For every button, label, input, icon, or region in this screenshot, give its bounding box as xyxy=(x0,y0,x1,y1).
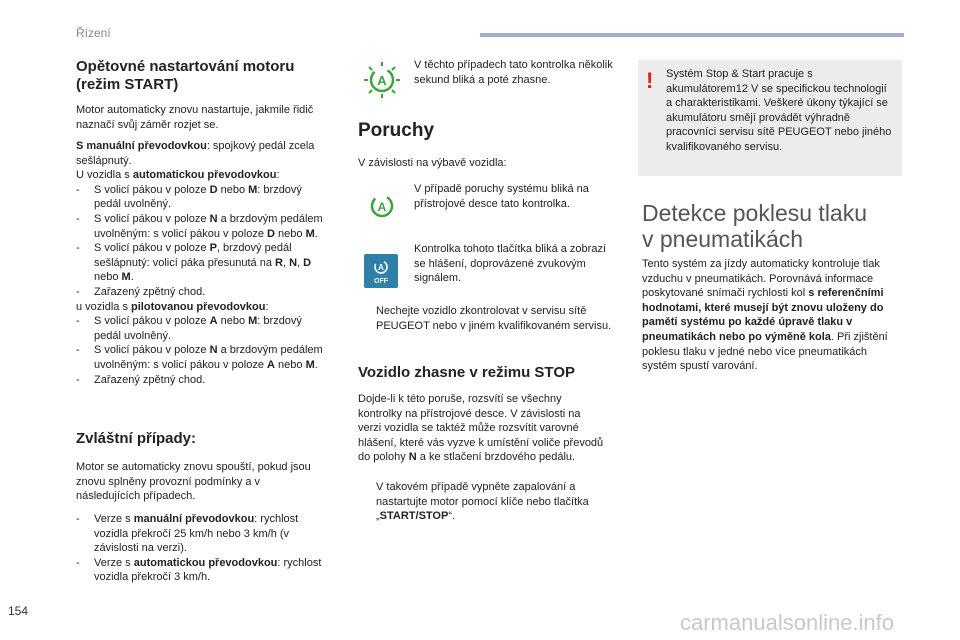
list-item: - Verze s automatickou převodovkou: rychlost vozidla překročí 3 km/h. xyxy=(76,556,322,584)
stop-start-icon xyxy=(362,60,402,100)
service-bullet: Nechejte vozidlo zkontrolovat v servisu sítě PEUGEOT nebo v jiném kvalifikovaném servisu. xyxy=(376,305,612,332)
warning-text: Systém Stop & Start pracuje s akumulátorem12 V se specifickou technologií a charakteristikami. Veškeré úkony týkající se akumulátoru smějí provádět výhradně pracovníci servisu sítě PEUGEOT nebo jiného kvalifikovaného servisu. xyxy=(666,68,892,153)
button-text: Kontrolka tohoto tlačítka bliká a zobrazí se hlášení, doprovázené zvukovým signálem. xyxy=(414,243,606,285)
list-item: - Verze s manuální převodovkou: rychlost vozidla překročí 25 km/h nebo 3 km/h (v závislosti na verzi). xyxy=(76,513,299,555)
fault-text: V případě poruchy systému bliká na přístrojové desce tato kontrolka. xyxy=(414,183,589,210)
header-bar xyxy=(480,33,904,37)
list-item: - S volicí pákou v poloze A nebo M: brzdový pedál uvolněný. xyxy=(76,315,302,342)
tyre-title-line1: Detekce poklesu tlaku xyxy=(642,200,868,226)
warning-icon: ! xyxy=(646,68,654,93)
tyre-text: Tento systém za jízdy automaticky kontroluje tlak vzduchu v pneumatikách. Porovnává informace poskytované snímači rychlosti kol s referenčními hodnotami, které musejí být znovu uloženy do paměti systému po každé úpravě tlaku v pneumatikách nebo po výměně kola. Při zjištění poklesu tlaku v jedné nebo více pneumatikách systém spustí varování. xyxy=(642,258,888,373)
restart-intro: Motor automaticky znovu nastartuje, jakmile řidič naznačí svůj záměr rozjet se. xyxy=(76,104,314,131)
tyre-title-line2: v pneumatikách xyxy=(642,226,804,252)
restart-title-line1: Opětovné nastartování motoru xyxy=(76,58,295,75)
stop-start-button-icon xyxy=(364,254,398,288)
watermark: carmanualsonline.info xyxy=(680,610,895,635)
svg-text:A: A xyxy=(377,200,387,214)
svg-text:A: A xyxy=(377,73,387,88)
list-item: - S volicí pákou v poloze N a brzdovým pedálem uvolněným: s volicí pákou v poloze D nebo M. xyxy=(76,212,323,240)
stop-mode-title: Vozidlo zhasne v režimu STOP xyxy=(358,364,575,381)
battery-warning-box xyxy=(638,60,902,176)
list-item: - S volicí pákou v poloze N a brzdovým pedálem uvolněným: s volicí pákou v poloze A nebo M. xyxy=(76,344,323,371)
tyre-title xyxy=(642,200,902,252)
list-item: - S volicí pákou v poloze P, brzdový pedál sešlápnutý: volicí páka přesunutá na R, N, D nebo M. xyxy=(76,242,312,284)
list-item: - Zařazený zpětný chod. xyxy=(76,285,206,298)
svg-text:OFF: OFF xyxy=(374,278,388,285)
special-cases-list xyxy=(76,512,326,585)
restart-conditions: S manuální převodovkou: spojkový pedál zcela sešlápnutý. U vozidla s automatickou převodovkou: - S volicí pákou v poloze D nebo M: brzdový pedál uvolněný. - S volicí pákou v poloze N a brzdovým pedálem uvolněným: s volicí pákou v poloze D nebo M. - S volicí pákou v poloze P, brzdový pedál sešlápnutý: volicí páka přesunutá na R, N, D nebo M. - Zařazený zpětný chod. u vozidla s pilotovanou převodovkou: - S volicí pákou v poloze A nebo M: brzdový pedál uvolněný. - S volicí pákou v poloze N a brzdovým pedálem uvolněným: s volicí pákou v poloze A nebo M. - Zařazený zpětný chod. xyxy=(76,139,326,387)
special-cases-title: Zvláštní případy: xyxy=(76,430,197,447)
faults-title: Poruchy xyxy=(358,120,435,141)
stop-mode-text: Dojde-li k této poruše, rozsvítí se všechny kontrolky na přístrojové desce. V závislosti na verzi vozidla se taktéž může rozsvítit varovné hlášení, které vás vyzve k umístění voliče převodů do polohy N a ke stlačení brzdového pedálu. xyxy=(358,393,604,464)
stop-start-fault-icon xyxy=(368,192,396,220)
restart-title xyxy=(76,58,326,94)
section-header: Řízení xyxy=(76,26,111,40)
list-item: - S volicí pákou v poloze D nebo M: brzdový pedál uvolněný. xyxy=(76,183,302,211)
page-number: 154 xyxy=(8,604,29,618)
blink-text: V těchto případech tato kontrolka několik sekund bliká a poté zhasne. xyxy=(414,59,613,86)
stop-mode-bullet: V takovém případě vypněte zapalování a nastartujte motor pomocí klíče nebo tlačítka „START/STOP“. xyxy=(376,481,589,523)
special-cases-intro: Motor se automaticky znovu spouští, pokud jsou znovu splněny provozní podmínky a v následujících případech. xyxy=(76,461,311,503)
depends-text: V závislosti na výbavě vozidla: xyxy=(358,157,507,169)
list-item: - Zařazený zpětný chod. xyxy=(76,373,206,386)
restart-title-line2: (režim START) xyxy=(76,76,179,93)
svg-text:A: A xyxy=(378,263,384,272)
